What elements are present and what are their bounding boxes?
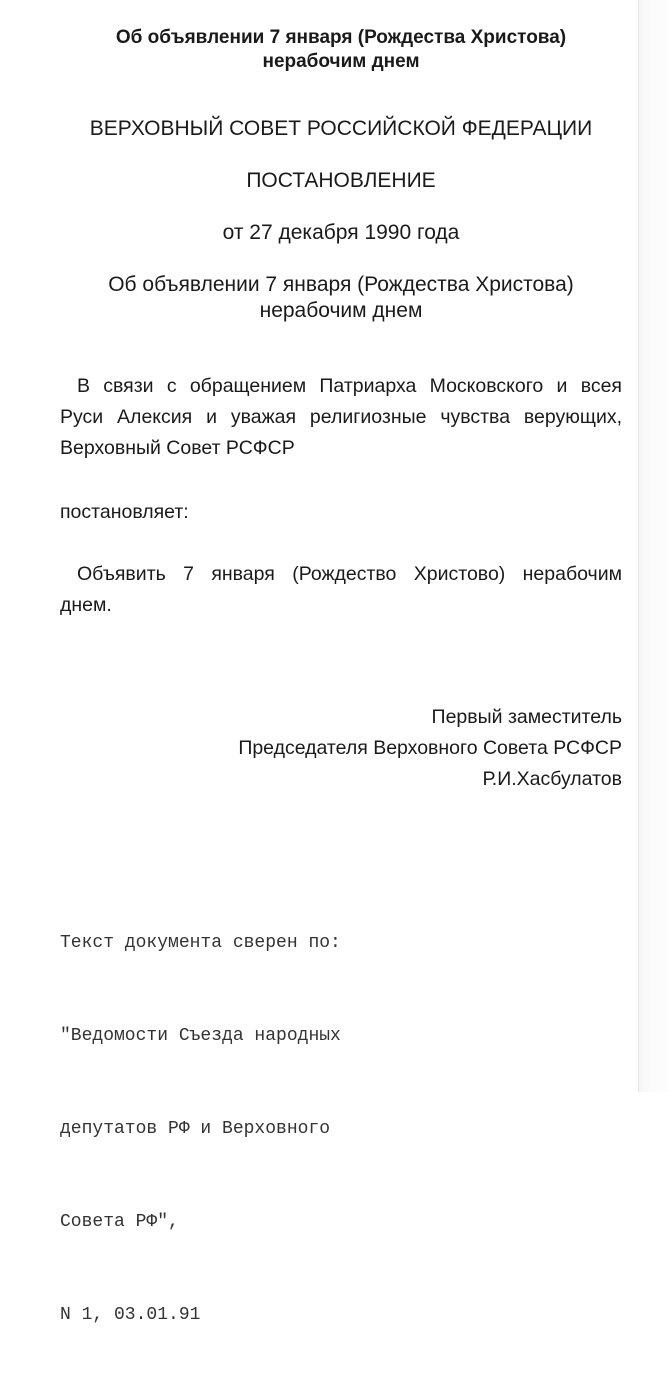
document-type: ПОСТАНОВЛЕНИЕ [246, 169, 436, 192]
decision-paragraph [60, 559, 622, 621]
decides-paragraph [60, 497, 622, 528]
page-title [60, 26, 622, 74]
decision-line-1: Объявить 7 января (Рождество Христово) нерабочим [77, 563, 622, 585]
preamble-line-3: Верховный Совет РСФСР [60, 437, 295, 459]
preamble-line-1: В связи с обращением Патриарха Московского и всея [77, 375, 622, 397]
decision-line-2: днем. [60, 594, 112, 616]
source-note-line-2: "Ведомости Съезда народных [60, 1026, 341, 1046]
page-title-line-1: Об объявлении 7 января (Рождества Христова) [115, 27, 567, 48]
source-note-line-5: N 1, 03.01.91 [60, 1305, 201, 1325]
decides-text: постановляет: [60, 501, 189, 523]
document-subject [60, 272, 622, 324]
signature-block [60, 702, 622, 795]
page-title-line-2: нерабочим днем [262, 51, 420, 72]
preamble-paragraph [60, 371, 622, 464]
document-subject-line-1: Об объявлении 7 января (Рождества Христова) [108, 273, 574, 296]
scroll-edge[interactable] [638, 0, 668, 1092]
source-note-line-4: Совета РФ", [60, 1212, 179, 1232]
document-date: от 27 декабря 1990 года [222, 221, 460, 244]
source-note [60, 866, 480, 1393]
signatory-name: Р.И.Хасбулатов [482, 768, 622, 790]
source-note-line-3: депутатов РФ и Верховного [60, 1119, 331, 1139]
document-subject-line-2: нерабочим днем [259, 299, 423, 322]
issuing-authority: ВЕРХОВНЫЙ СОВЕТ РОССИЙСКОЙ ФЕДЕРАЦИИ [89, 117, 593, 140]
source-note-line-1: Текст документа сверен по: [60, 933, 341, 953]
signatory-position-line-1: Первый заместитель [431, 706, 622, 728]
signatory-position-line-2: Председателя Верховного Совета РСФСР [238, 737, 622, 759]
preamble-line-2: Руси Алексия и уважая религиозные чувства верующих, [60, 406, 622, 428]
